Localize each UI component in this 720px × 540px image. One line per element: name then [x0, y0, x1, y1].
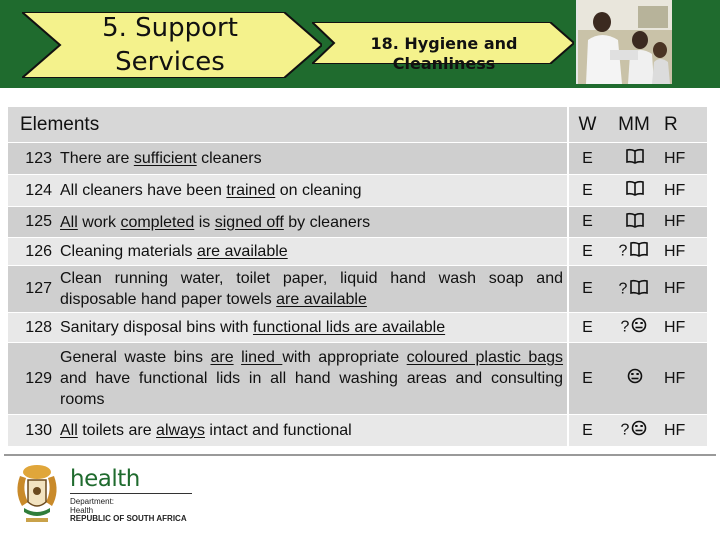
row-number: 127 [8, 266, 56, 313]
description-text: All cleaners have been [60, 182, 227, 199]
emphasis-text: signed off [214, 213, 284, 231]
header-photo [576, 0, 672, 84]
emphasis-text: coloured plastic bags [406, 349, 564, 366]
row-r-value: HF [662, 343, 707, 415]
book-icon [625, 148, 645, 169]
table-header-row [8, 107, 707, 143]
mm-prefix: ? [620, 318, 630, 336]
column-header-elements: Elements [8, 107, 568, 143]
table-row [8, 207, 707, 238]
emphasis-text: lined [241, 349, 283, 366]
row-mm-value [606, 313, 662, 343]
description-text: Cleaning materials [60, 243, 197, 260]
row-number: 129 [8, 343, 56, 415]
description-text: Sanitary disposal bins with [60, 319, 253, 336]
coat-of-arms-logo [10, 462, 64, 526]
description-text: There are [60, 150, 134, 167]
row-description [56, 343, 568, 415]
row-r-value: HF [662, 207, 707, 238]
row-r-value: HF [662, 143, 707, 175]
row-mm-value [606, 175, 662, 207]
table-row [8, 238, 707, 266]
table-row [8, 266, 707, 313]
description-text: work [77, 213, 121, 231]
row-w-value: E [568, 343, 606, 415]
row-description [56, 175, 568, 207]
brand-wordmark: health [70, 466, 140, 492]
emphasis-text: functional lids are available [252, 319, 446, 336]
brand-underline [70, 493, 192, 494]
emphasis-text: are available [196, 243, 288, 260]
row-number: 123 [8, 143, 56, 175]
row-w-value: E [568, 415, 606, 447]
column-header-w: W [568, 107, 606, 143]
row-w-value: E [568, 238, 606, 266]
description-text [234, 349, 241, 366]
mm-prefix: ? [618, 242, 628, 260]
row-mm-value [606, 415, 662, 447]
description-text: by cleaners [283, 213, 371, 231]
eye-icon [631, 317, 647, 338]
description-text: is [194, 213, 215, 231]
table-row [8, 343, 707, 415]
table-row [8, 143, 707, 175]
row-number: 130 [8, 415, 56, 447]
column-header-r: R [662, 107, 707, 143]
description-text: with appropriate [282, 349, 407, 366]
section-title: 5. Support Services [102, 13, 238, 77]
book-icon [625, 180, 645, 201]
row-number: 125 [8, 207, 56, 238]
row-mm-value [606, 143, 662, 175]
table-row [8, 313, 707, 343]
row-description [56, 238, 568, 266]
eye-icon [627, 368, 643, 389]
emphasis-text: All [60, 422, 78, 439]
row-w-value: E [568, 175, 606, 207]
mm-prefix: ? [620, 421, 630, 439]
row-w-value: E [568, 266, 606, 313]
emphasis-text: sufficient [133, 150, 197, 167]
description-text: General waste bins [60, 349, 211, 366]
row-r-value: HF [662, 415, 707, 447]
eye-icon [631, 420, 647, 441]
row-description [56, 143, 568, 175]
description-text: toilets are [77, 422, 157, 439]
row-w-value: E [568, 143, 606, 175]
emphasis-text: trained [226, 182, 276, 199]
row-description [56, 313, 568, 343]
description-text: and have functional lids in all hand washing areas and consulting rooms [60, 370, 563, 408]
emphasis-text: All [60, 213, 78, 231]
book-icon [629, 279, 649, 300]
subsection-title: 18. Hygiene and Cleanliness [370, 34, 518, 73]
row-mm-value [606, 266, 662, 313]
department-label: Department: [70, 497, 115, 506]
book-icon [629, 241, 649, 262]
description-text: cleaners [196, 150, 262, 167]
row-w-value: E [568, 207, 606, 238]
emphasis-text: are available [276, 291, 367, 308]
description-text: Clean running water, toilet paper, liquid hand wash soap and disposable hand paper towels [60, 270, 563, 308]
department-name: Health [70, 506, 94, 515]
row-number: 124 [8, 175, 56, 207]
table-row [8, 415, 707, 447]
row-w-value: E [568, 313, 606, 343]
row-description [56, 266, 568, 313]
country-name: REPUBLIC OF SOUTH AFRICA [70, 514, 187, 523]
mm-prefix: ? [618, 280, 628, 297]
description-text: intact and functional [204, 422, 352, 439]
row-mm-value [606, 238, 662, 266]
row-r-value: HF [662, 175, 707, 207]
table-row [8, 175, 707, 207]
row-r-value: HF [662, 313, 707, 343]
row-r-value: HF [662, 238, 707, 266]
criteria-table [8, 106, 707, 447]
row-mm-value [606, 207, 662, 238]
row-description [56, 415, 568, 447]
description-text: on cleaning [275, 182, 362, 199]
book-icon [625, 212, 645, 233]
emphasis-text: are [210, 349, 234, 366]
emphasis-text: completed [120, 213, 195, 231]
row-description [56, 207, 568, 238]
footer-divider [4, 454, 716, 456]
row-mm-value [606, 343, 662, 415]
row-number: 128 [8, 313, 56, 343]
emphasis-text: always [156, 422, 205, 439]
row-number: 126 [8, 238, 56, 266]
column-header-mm: MM [606, 107, 662, 143]
row-r-value: HF [662, 266, 707, 313]
